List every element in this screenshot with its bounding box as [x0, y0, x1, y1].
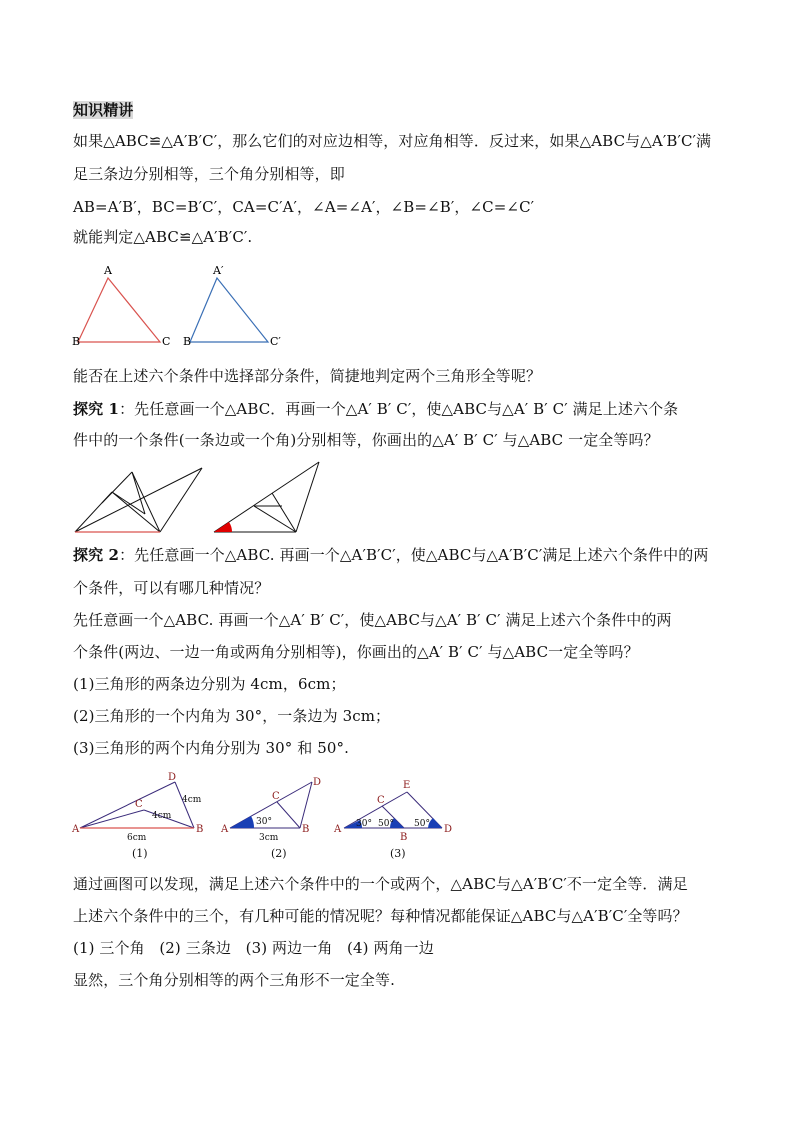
figure-explore1 [72, 458, 332, 538]
case2-angle-label: 30° [256, 817, 272, 827]
case1-label-d: D [168, 772, 177, 783]
case3-label-b: B [400, 832, 408, 843]
figure-congruent-triangles [72, 262, 312, 352]
heading-text: 知识精讲 [73, 101, 134, 119]
explore2-line-2: 个条件，可以有哪几种情况？ [73, 579, 270, 597]
explore1-text-1: ：先任意画一个△ABC．再画一个△A′ B′ C′，使△ABC与△A′ B′ C′ 满足上述六个条 [119, 400, 679, 418]
explore1-angle-mark [214, 522, 232, 532]
case1-label-b: B [196, 824, 204, 835]
label-a: A [104, 264, 112, 277]
case-1: (1)三角形的两条边分别为 4cm，6cm； [73, 675, 346, 693]
explore2-line-4: 个条件(两边、一边一角或两角分别相等)，你画出的△A′ B′ C′ 与△ABC一定全等吗？ [73, 643, 639, 661]
explore2-line-3: 先任意画一个△ABC. 再画一个△A′ B′ C′，使△ABC与△A′ B′ C′ 满足上述六个条件中的两 [73, 611, 672, 629]
case2-label-c: C [272, 791, 280, 802]
case1-figure [71, 772, 203, 860]
case1-label-side-cb: 4cm [152, 811, 172, 821]
label-a-prime: A′ [213, 264, 224, 277]
figure-cases [72, 770, 462, 862]
options-line: (1) 三个角 (2) 三条边 (3) 两边一角 (4) 两角一边 [73, 939, 434, 957]
explore1-label: 探究 1 [73, 400, 120, 418]
case3-figure [333, 780, 452, 860]
case2-caption: (2) [271, 847, 287, 860]
case2-label-b: B [302, 824, 310, 835]
figure-explore1-right [214, 462, 319, 532]
triangle-a-prime [190, 278, 268, 342]
case-2: (2)三角形的一个内角为 30°，一条边为 3cm； [73, 707, 391, 725]
case3-angle-label-1: 30° [356, 819, 372, 829]
section-heading [73, 100, 133, 120]
case3-caption: (3) [390, 847, 406, 860]
explore2-text-1: ：先任意画一个△ABC. 再画一个△A′B′C′，使△ABC与△A′B′C′满足上述六个条件中的两 [119, 546, 709, 564]
intro-line-2: 足三条边分别相等，三个角分别相等，即 [73, 165, 345, 183]
case2-label-d: D [313, 777, 322, 788]
case3-angle-label-3: 50° [414, 819, 430, 829]
label-c: C [162, 335, 171, 348]
final-line: 显然，三个角分别相等的两个三角形不一定全等. [73, 971, 395, 989]
case1-label-side-db: 4cm [182, 795, 202, 805]
case3-label-e: E [403, 780, 411, 791]
case3-label-c: C [377, 795, 385, 806]
conclusion2-line-2: 上述六个条件中的三个，有几种可能的情况呢？每种情况都能保证△ABC与△A′B′C′全等吗？ [73, 907, 688, 925]
case2-side-label: 3cm [259, 833, 279, 843]
explore1-line-2: 件中的一个条件(一条边或一个角)分别相等，你画出的△A′ B′ C′ 与△ABC 一定全等吗？ [73, 431, 659, 449]
case3-label-d: D [444, 824, 453, 835]
label-b-right: B [183, 335, 192, 348]
case3-angle-label-2: 50° [378, 819, 394, 829]
question-line: 能否在上述六个条件中选择部分条件，简捷地判定两个三角形全等呢？ [73, 367, 542, 385]
case1-label-a: A [72, 824, 80, 835]
case2-figure [220, 777, 321, 860]
explore2-line-1 [73, 545, 708, 565]
label-b: B [72, 335, 81, 348]
conclusion-line: 就能判定△ABC≌△A′B′C′. [73, 228, 253, 246]
figure-explore1-left [75, 468, 202, 532]
explore2-label: 探究 2 [73, 546, 120, 564]
conclusion2-line-1: 通过画图可以发现，满足上述六个条件中的一个或两个，△ABC与△A′B′C′不一定全等．满足 [73, 875, 688, 893]
case3-label-a: A [334, 824, 342, 835]
case1-label-c: C [135, 799, 143, 810]
conditions-line: AB=A′B′，BC=B′C′，CA=C′A′，∠A=∠A′，∠B=∠B′，∠C=∠C′ [73, 198, 535, 216]
case1-caption: (1) [132, 847, 148, 860]
case1-label-side-ab: 6cm [127, 833, 147, 843]
triangle-abc [78, 278, 160, 342]
case2-label-a: A [221, 824, 229, 835]
case2-angle-mark [230, 816, 254, 828]
explore1-line-1 [73, 399, 678, 419]
label-c-prime: C′ [270, 335, 281, 348]
intro-line-1: 如果△ABC≌△A′B′C′，那么它们的对应边相等，对应角相等．反过来，如果△ABC与△A′B′C′满 [73, 132, 712, 150]
case-3: (3)三角形的两个内角分别为 30° 和 50°. [73, 739, 349, 757]
case3-angle-mark-d [428, 818, 442, 828]
